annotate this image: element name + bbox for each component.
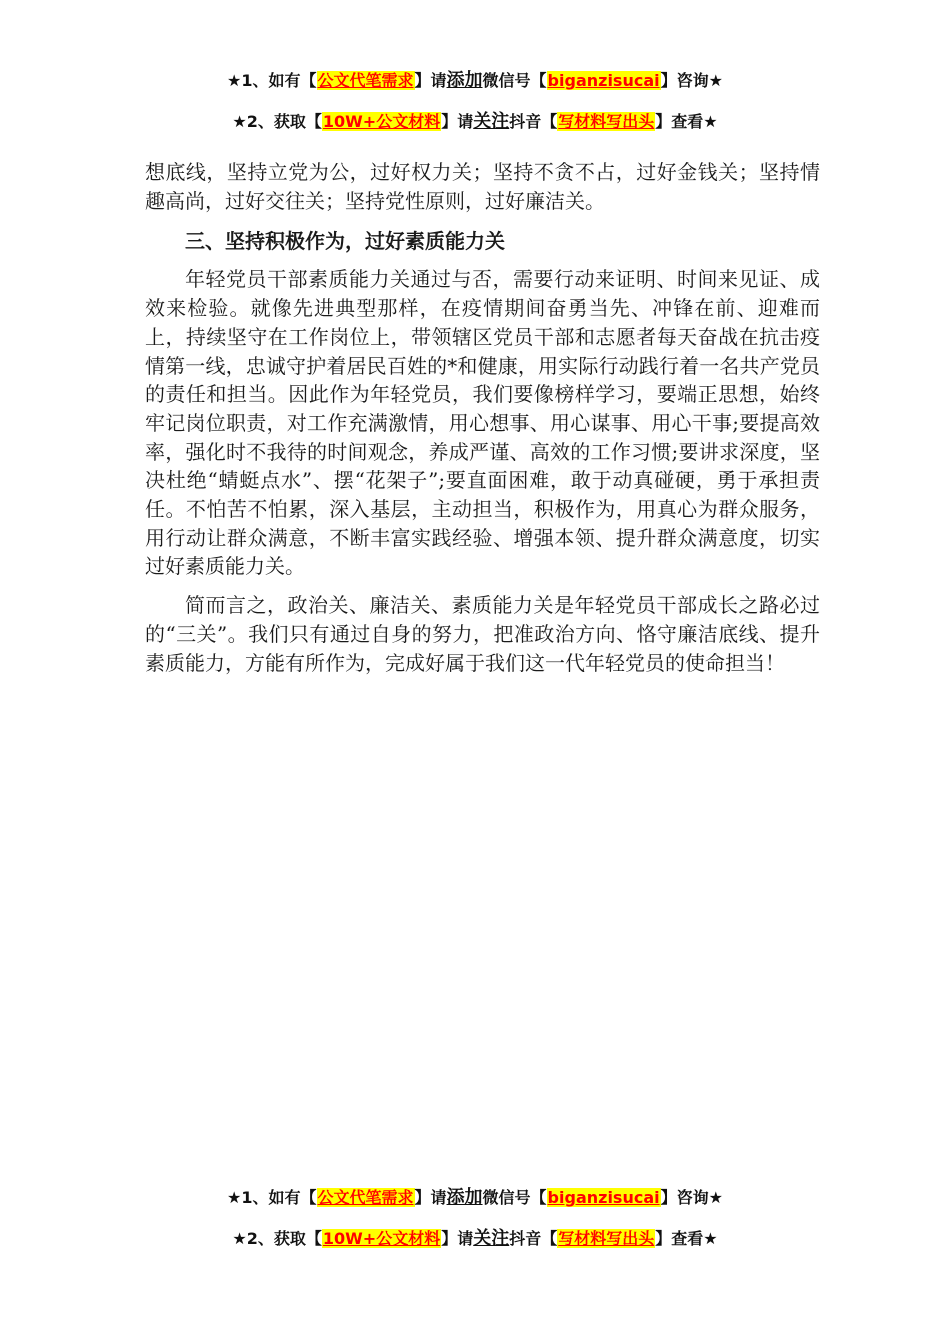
section-heading-3: 三、坚持积极作为，过好素质能力关 bbox=[185, 229, 505, 254]
star-icon: ★ bbox=[227, 71, 242, 90]
star-icon: ★ bbox=[227, 1188, 242, 1207]
paragraph-conclusion: 简而言之，政治关、廉洁关、素质能力关是年轻党员干部成长之路必过的“三关”。我们只有通过自身的努力，把准政治方向、恪守廉洁底线、提升素质能力，方能有所作为，完成好属于我们这一代年轻党员的使命担当！ bbox=[145, 593, 820, 675]
star-icon: ★ bbox=[703, 1229, 718, 1248]
highlight-douyin-account: 写材料写出头 bbox=[558, 112, 655, 131]
header-banner-line2: ★2、获取【10W+公文材料】请关注抖音【写材料写出头】查看★ bbox=[232, 111, 718, 132]
paragraph-continuation: 想底线，坚持立党为公，过好权力关；坚持不贪不占，过好金钱关；坚持情趣高尚，过好交往关；坚持党性原则，过好廉洁关。 bbox=[145, 160, 820, 213]
footer-banner-line2: ★2、获取【10W+公文材料】请关注抖音【写材料写出头】查看★ bbox=[232, 1228, 718, 1249]
paragraph-quality-ability: 年轻党员干部素质能力关通过与否，需要行动来证明、时间来见证、成效来检验。就像先进典型那样，在疫情期间奋勇当先、冲锋在前、迎难而上，持续坚守在工作岗位上，带领辖区党员干部和志愿者每天奋战在抗击疫情第一线，忠诚守护着居民百姓的*和健康，用实际行动践行着一名共产党员的责任和担当。因此作为年轻党员，我们要像榜样学习，要端正思想，始终牢记岗位职责，对工作充满激情，用心想事、用心谋事、用心干事;要提高效率，强化时不我待的时间观念，养成严谨、高效的工作习惯;要讲求深度，坚决杜绝“蜻蜓点水”、摆“花架子”;要直面困难，敢于动真碰硬，勇于承担责任。不怕苦不怕累，深入基层，主动担当，积极作为，用真心为群众服务，用行动让群众满意，不断丰富实践经验、增强本领、提升群众满意度，切实过好素质能力关。 bbox=[145, 267, 820, 579]
header-banner-line1: ★1、如有【公文代笔需求】请添加微信号【biganzisucai】咨询★ bbox=[227, 70, 723, 91]
highlight-materials: 10W+公文材料 bbox=[322, 112, 441, 131]
star-icon: ★ bbox=[708, 1188, 723, 1207]
star-icon: ★ bbox=[703, 112, 718, 131]
star-icon: ★ bbox=[232, 1229, 247, 1248]
highlight-materials: 10W+公文材料 bbox=[322, 1229, 441, 1248]
star-icon: ★ bbox=[708, 71, 723, 90]
highlight-service: 公文代笔需求 bbox=[317, 71, 414, 90]
star-icon: ★ bbox=[232, 112, 247, 131]
highlight-wechat-id: biganzisucai bbox=[547, 71, 660, 90]
footer-banner-line1: ★1、如有【公文代笔需求】请添加微信号【biganzisucai】咨询★ bbox=[227, 1187, 723, 1208]
document-body bbox=[145, 158, 820, 677]
highlight-douyin-account: 写材料写出头 bbox=[558, 1229, 655, 1248]
highlight-service: 公文代笔需求 bbox=[317, 1188, 414, 1207]
highlight-wechat-id: biganzisucai bbox=[547, 1188, 660, 1207]
